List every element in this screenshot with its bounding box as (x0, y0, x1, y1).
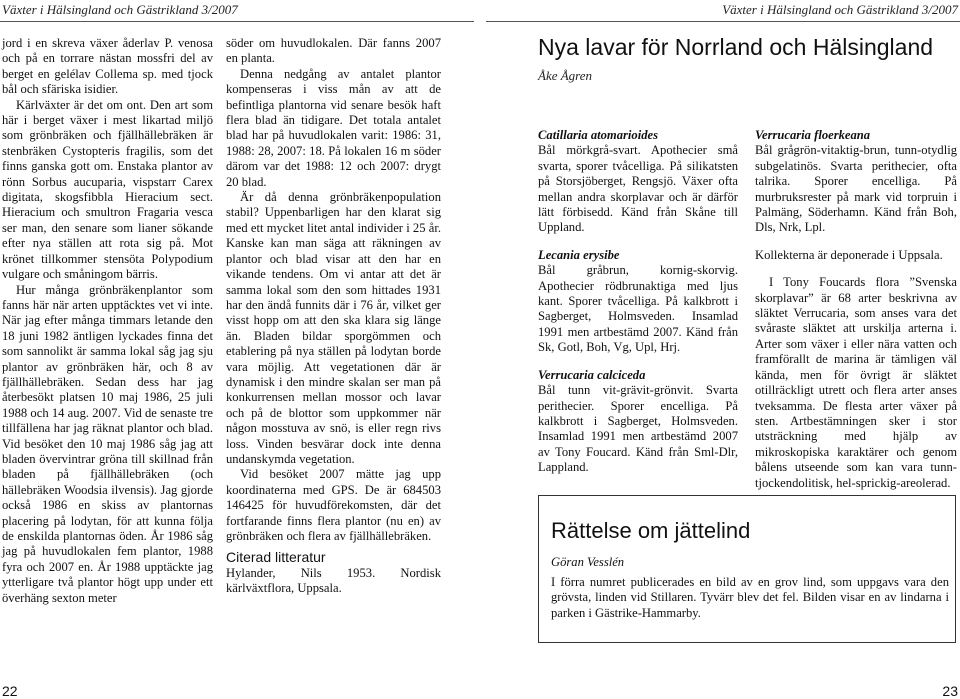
paragraph: I Tony Foucards flora ”Svenska skorplavar” är 68 arter beskrivna av släktet Verrucaria, som anses vara det svåraste släktet att urskilja arterna i. Arter som växer i eller nära vatten och framförallt de marina är tämligen väl kända, men för övrigt är släktet otillräckligt utrett och flera arter anses tveksamma. De flesta arter växer på sten. Artbestämningen sker i stor utsträckning med hjälp av mikroskopiska karaktärer och genom bålens utseende som kan vara tunn-tjockendolitisk, hel-sprickig-areolerad. (755, 275, 957, 490)
column-1 (2, 36, 213, 606)
running-header-left: Växter i Hälsingland och Gästrikland 3/2007 (2, 2, 238, 17)
paragraph: Är då denna grönbräkenpopulation stabil? Uppenbarligen har den klarat sig med ett mycket litet antal individer i 25 år. Kanske kan man säga att räkningen av plantor och blad visar att den har en vikande tendens. Om vi antar att det är samma lokal som den som hittades 1931 har den ändå funnits där i 76 år, vilket ger visst hopp om att den ska klara sig länge än. Bladen bildar sporgömmen och etablering på nya ställen på lodytan borde vara möjlig. Att vegetationen där är dynamisk i den mindre skalan ser man på konkurrensen mellan mossor och lavar och på de blottor som uppkommer när någon mosstuva av snö, is eller regn rivs loss. Vinden besvärar dock inte denna undanskymda vegetation. (226, 190, 441, 466)
species-description: Bål grågrön-vitaktig-brun, tunn-otydlig subgelatinös. Svarta perithecier, ofta talrika. Sporer encelliga. På murbruksrester på mark vid torpruin i Palmäng, Söderhamn. Känd från Boh, Dls, Nrk, Lpl. (755, 143, 957, 235)
header-rule-right (486, 21, 960, 22)
paragraph: jord i en skreva växer åderlav P. venosa och på en torrare nästan mossfri del av berget en gelélav Collema sp. med tjock bål och sfäriska isidier. (2, 36, 213, 97)
correction-text: I förra numret publicerades en bild av en grov lind, som uppgavs vara den grövsta, linden vid Stillaren. Tyvärr blev det fel. Bilden visar en av lindarna i parken i Gästrike-Hammarby. (551, 575, 949, 620)
references-heading: Citerad litteratur (226, 549, 326, 566)
correction-title: Rättelse om jättelind (551, 518, 751, 543)
correction-author: Göran Vesslén (551, 555, 625, 569)
paragraph: söder om huvudlokalen. Där fanns 2007 en planta. (226, 36, 441, 66)
column-2 (226, 36, 441, 597)
species-name: Verrucaria calciceda (538, 367, 646, 382)
species-description: Bål tunn vit-grävit-grönvit. Svarta perithecier. Sporer encelliga. På kalkbrott i Sagberget, Holmsveden. Insamlad 1991 men artbestämd 2007 av Tony Foucard. Känd från Sml-Dlr, Lappland. (538, 383, 738, 475)
page-number-left: 22 (2, 683, 18, 699)
article-title: Nya lavar för Norrland och Hälsingland (538, 34, 934, 60)
paragraph: Kärlväxter är det om ont. Den art som här i berget växer i mest likartad miljö som grönbräken och fjällhällebräken är stenbräken Cystopteris fragilis, som det finns ganska gott om. Enstaka plantor av rönn Sorbus aucuparia, vispstarr Carex digitata, skogsfibbla Hieracium sect. Hieracium och smultron Fragaria vesca ser man, den senare som lianer sökande efter nya ställen att rota sig på. Mot krönet tillkommer stensöta Polypodium vulgare och småningom bärris. (2, 97, 213, 282)
paragraph: Kollekterna är deponerade i Uppsala. (755, 247, 943, 262)
paragraph: Hur många grönbräkenplantor som fanns här när arten upptäcktes vet vi inte. När jag efter många timmars letande den 18 juni 1982 äntligen lyckades finna det som sannolikt är samma lokal såg jag sju plantor av grönbräken här, och 8 av fjällhällebräken. Sedan dess har jag återbesökt platsen 10 maj 1986, 25 juli 1988 och 14 aug. 2007. Vid de senaste tre tillfällena har jag räknat plantor och blad. Vid besöket den 10 maj 1986 såg jag att bladen övervintrar gröna till skillnad från bladen på fjällhällebräken (och hällebräken Woodsia ilvensis). Jag gjorde också 1986 en skiss av plantornas placering på lodytan, för att kunna följa de enskilda plantornas öden. År 1986 såg jag på huvudlokalen fem plantor, 1988 fyra och 2007 en. År 1988 upptäckte jag ytterligare två plantor högt upp under ett överhäng sexton meter (2, 282, 213, 605)
header-rule-left (0, 21, 474, 22)
column-3 (538, 128, 738, 476)
page-number-right: 23 (942, 683, 958, 699)
correction-box (538, 495, 956, 643)
paragraph: Denna nedgång av antalet plantor kompenseras i viss mån av att de befintliga plantorna vid senare besök haft flera blad än tidigare. Det totala antalet blad har på huvudlokalen varit: 1986: 31, 1988: 28, 2007: 18. På lokalen 16 m söder därom var det 1988: 12 och 2007: drygt 20 blad. (226, 66, 441, 189)
column-4 (755, 128, 957, 491)
paragraph: Vid besöket 2007 mätte jag upp koordinaterna med GPS. De är 684503 146425 för huvudförekomsten, där det fortfarande finns flera plantor (nu en) av grönbräken och flera av fjällhällebräken. (226, 467, 441, 543)
species-name: Lecania erysibe (538, 247, 620, 262)
species-name: Verrucaria floerkeana (755, 128, 871, 142)
species-description: Bål mörkgrå-svart. Apothecier små svarta, sporer tvåcelliga. På silikatsten på Storsjöberget, Rengsjö. Växer ofta mellan andra skorplavar och är därför lätt förbisedd. Känd från Skåne till Uppland. (538, 143, 738, 235)
article-author: Åke Ågren (538, 68, 593, 83)
reference-item: Hylander, Nils 1953. Nordisk kärlväxtflora, Uppsala. (226, 565, 441, 596)
species-description: Bål gråbrun, kornig-skorvig. Apothecier rödbrunaktiga med ljus kant. Sporer tvåcelliga. På kalkbrott i Sagberget, Holmsveden. Insamlad 1991 men artbestämd 2007. Känd från Sk, Gotl, Boh, Vg, Upl, Hrj. (538, 263, 738, 355)
species-name: Catillaria atomarioides (538, 128, 659, 142)
running-header-right: Växter i Hälsingland och Gästrikland 3/2007 (722, 2, 958, 17)
